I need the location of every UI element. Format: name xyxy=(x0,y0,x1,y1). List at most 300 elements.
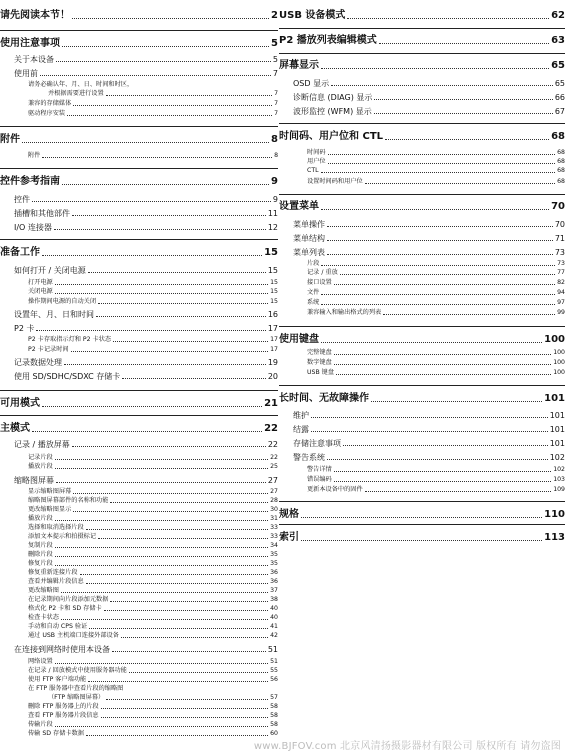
toc-section[interactable] xyxy=(293,438,565,448)
chapter-divider xyxy=(0,415,278,416)
toc-entry-title: 在连接到网络时使用本设备 xyxy=(14,644,110,654)
dot-leader xyxy=(383,314,555,315)
toc-subsection[interactable] xyxy=(28,288,278,296)
toc-page-number: 22 xyxy=(267,439,278,449)
dot-leader xyxy=(86,529,268,530)
dot-leader xyxy=(321,342,542,343)
toc-subsection[interactable] xyxy=(28,506,278,514)
dot-leader xyxy=(321,68,549,69)
toc-subsection[interactable] xyxy=(28,488,278,496)
dot-leader xyxy=(110,502,268,503)
toc-page-number: 17 xyxy=(270,346,278,354)
dot-leader xyxy=(334,471,551,472)
dot-leader xyxy=(56,61,271,62)
toc-section[interactable] xyxy=(14,208,278,218)
toc-subsection[interactable] xyxy=(28,542,278,550)
toc-subsection[interactable] xyxy=(307,359,565,367)
toc-entry-title: 主模式 xyxy=(0,423,30,434)
toc-entry-title: 删除片段 xyxy=(28,551,53,559)
toc-page-number: 56 xyxy=(270,676,278,684)
watermark: www.BJFOV.com 北京风清扬摄影器材有限公司 版权所有 请勿盗图 xyxy=(253,741,561,752)
dot-leader xyxy=(42,406,262,407)
toc-page-number: 77 xyxy=(557,269,565,277)
dot-leader xyxy=(311,417,548,418)
dot-leader xyxy=(36,330,265,331)
toc-page-number: 35 xyxy=(270,551,278,559)
toc-section[interactable] xyxy=(14,323,278,333)
dot-leader xyxy=(62,184,269,185)
toc-entry-title: 完整键盘 xyxy=(307,349,332,357)
toc-entry-title: P2 播放列表编辑模式 xyxy=(279,35,377,46)
toc-chapter[interactable] xyxy=(0,9,278,21)
toc-entry-title: 索引 xyxy=(279,532,299,543)
toc-subsection[interactable] xyxy=(307,279,565,287)
dot-leader xyxy=(96,316,266,317)
toc-page-number: 40 xyxy=(270,614,278,622)
toc-page-number: 20 xyxy=(267,371,278,381)
toc-subsection[interactable] xyxy=(28,100,278,108)
toc-entry-title: 菜单操作 xyxy=(293,219,325,229)
dot-leader xyxy=(80,574,269,575)
toc-section[interactable] xyxy=(293,247,565,257)
toc-page-number: 27 xyxy=(270,488,278,496)
toc-page-number: 99 xyxy=(557,309,565,317)
toc-page-number: 60 xyxy=(270,730,278,738)
dot-leader xyxy=(327,254,553,255)
toc-chapter[interactable] xyxy=(0,37,278,49)
toc-entry-title: 记录数据处理 xyxy=(14,357,62,367)
toc-entry-title: 关闭电源 xyxy=(28,288,53,296)
toc-section[interactable] xyxy=(293,233,565,243)
toc-section[interactable] xyxy=(293,424,565,434)
toc-page-number: 63 xyxy=(551,35,565,46)
dot-leader xyxy=(22,142,269,143)
dot-leader xyxy=(334,354,551,355)
toc-page-number: 73 xyxy=(554,247,565,257)
toc-chapter[interactable] xyxy=(279,392,565,404)
toc-chapter[interactable] xyxy=(0,133,278,145)
dot-leader xyxy=(61,592,268,593)
dot-leader xyxy=(55,284,268,285)
toc-page-number: 17 xyxy=(270,336,278,344)
toc-subsection[interactable] xyxy=(307,476,565,484)
toc-entry-title: 记录 / 重放 xyxy=(307,269,338,277)
dot-leader xyxy=(72,215,266,216)
toc-page-number: 51 xyxy=(270,658,278,666)
toc-entry-title: 设置菜单 xyxy=(279,201,319,212)
dot-leader xyxy=(365,491,552,492)
toc-entry-title: 缩略图屏幕 xyxy=(14,475,54,485)
toc-page-number: 35 xyxy=(270,560,278,568)
toc-chapter[interactable] xyxy=(0,246,278,258)
toc-page-number: 22 xyxy=(264,423,278,434)
dot-leader xyxy=(32,431,262,432)
toc-subsection[interactable] xyxy=(28,685,278,693)
toc-entry-title: 附件 xyxy=(0,134,20,145)
toc-subsection[interactable] xyxy=(307,309,565,317)
toc-section[interactable] xyxy=(293,410,565,420)
dot-leader xyxy=(365,183,555,184)
toc-subsection[interactable] xyxy=(28,614,278,622)
chapter-divider xyxy=(279,501,565,502)
toc-section[interactable] xyxy=(293,78,565,88)
toc-entry-title: 设置年、月、日和时间 xyxy=(14,309,94,319)
toc-entry-title: 关于本设备 xyxy=(14,54,54,64)
dot-leader xyxy=(32,201,271,202)
toc-entry-title: 添加文本提示和拍摄标记 xyxy=(28,533,97,541)
toc-page-number: 9 xyxy=(272,194,278,204)
toc-section[interactable] xyxy=(14,439,278,449)
toc-page-number: 28 xyxy=(270,497,278,505)
toc-chapter[interactable] xyxy=(279,34,565,46)
toc-page-number: 8 xyxy=(271,134,278,145)
toc-page-number: 15 xyxy=(270,279,278,287)
toc-subsection[interactable] xyxy=(28,110,278,118)
dot-leader xyxy=(385,139,549,140)
dot-leader xyxy=(104,610,268,611)
dot-leader xyxy=(98,538,268,539)
toc-page-number: 97 xyxy=(557,299,565,307)
toc-page-number: 7 xyxy=(274,100,278,108)
toc-page-number: 110 xyxy=(544,509,565,520)
toc-entry-title: 使用 FTP 客户端功能 xyxy=(28,676,87,684)
dot-leader xyxy=(55,726,268,727)
dot-leader xyxy=(321,265,555,266)
dot-leader xyxy=(106,699,268,700)
toc-entry-title: 记录片段 xyxy=(28,454,53,462)
toc-entry-title: 维护 xyxy=(293,410,309,420)
dot-leader xyxy=(129,672,268,673)
dot-leader xyxy=(336,374,551,375)
toc-entry-title: 检查卡状态 xyxy=(28,614,59,622)
toc-entry-title: 时间码、用户位和 CTL xyxy=(279,131,384,142)
toc-page-number: 68 xyxy=(557,149,565,157)
chapter-divider xyxy=(0,168,278,169)
toc-subsection[interactable] xyxy=(28,454,278,462)
toc-page-number: 100 xyxy=(553,369,565,377)
dot-leader xyxy=(321,294,555,295)
dot-leader xyxy=(106,95,272,96)
dot-leader xyxy=(55,520,268,521)
chapter-divider xyxy=(279,326,565,327)
dot-leader xyxy=(328,154,556,155)
dot-leader xyxy=(56,482,266,483)
toc-subsection[interactable] xyxy=(28,560,278,568)
toc-page-number: 42 xyxy=(270,632,278,640)
toc-subsection[interactable] xyxy=(28,730,278,738)
chapter-divider xyxy=(279,194,565,195)
toc-entry-title: 长时间、无故障操作 xyxy=(279,393,369,404)
dot-leader xyxy=(73,511,268,512)
dot-leader xyxy=(110,601,268,602)
toc-subsection[interactable] xyxy=(28,497,278,505)
toc-entry-title: 请先阅读本节！ xyxy=(0,10,70,21)
toc-section[interactable] xyxy=(14,357,278,367)
toc-page-number: 102 xyxy=(549,452,565,462)
toc-page-number: 82 xyxy=(557,279,565,287)
toc-subsection[interactable] xyxy=(28,152,278,160)
toc-entry-title: 修复重新连接片段 xyxy=(28,569,78,577)
toc-entry-title: 时间码 xyxy=(307,149,326,157)
toc-page-number: 58 xyxy=(270,703,278,711)
toc-page-number: 8 xyxy=(274,152,278,160)
toc-entry-title: 缩略图屏幕部件的名称和功能 xyxy=(28,497,109,505)
toc-section[interactable] xyxy=(293,106,565,116)
toc-subsection[interactable] xyxy=(28,605,278,613)
dot-leader xyxy=(86,583,268,584)
toc-page-number: 15 xyxy=(270,288,278,296)
toc-page-number: 21 xyxy=(264,398,278,409)
toc-entry-title: 警告系统 xyxy=(293,452,325,462)
toc-subsection[interactable] xyxy=(307,167,565,175)
toc-page-number: 70 xyxy=(551,201,565,212)
toc-entry-title: P2 卡存取指示灯和 P2 卡状态 xyxy=(28,336,112,344)
toc-section[interactable] xyxy=(14,309,278,319)
toc-entry-title: 设置时间码和用户位 xyxy=(307,178,363,186)
toc-page-number: 101 xyxy=(549,424,565,434)
toc-section[interactable] xyxy=(14,265,278,275)
toc-entry-title: 系统 xyxy=(307,299,320,307)
toc-entry-title: 可用模式 xyxy=(0,398,40,409)
toc-subsection[interactable] xyxy=(48,90,278,98)
dot-leader xyxy=(374,99,552,100)
toc-page-number: 34 xyxy=(270,542,278,550)
dot-leader xyxy=(321,172,556,173)
toc-subsection[interactable] xyxy=(28,569,278,577)
toc-chapter[interactable] xyxy=(279,531,565,543)
dot-leader xyxy=(55,293,268,294)
toc-section[interactable] xyxy=(14,54,278,64)
toc-entry-title: 插槽和其他部件 xyxy=(14,208,70,218)
toc-entry-title: OSD 显示 xyxy=(293,78,330,88)
toc-subsection[interactable] xyxy=(28,81,278,89)
toc-chapter[interactable] xyxy=(279,130,565,142)
toc-entry-title: 兼容输入和输出格式的列表 xyxy=(307,309,382,317)
toc-page-number: 25 xyxy=(270,463,278,471)
toc-section[interactable] xyxy=(293,452,565,462)
toc-page-number: 33 xyxy=(270,533,278,541)
toc-subsection[interactable] xyxy=(307,486,565,494)
toc-page-number: 31 xyxy=(270,515,278,523)
dot-leader xyxy=(55,547,268,548)
dot-leader xyxy=(379,43,549,44)
toc-subsection[interactable] xyxy=(28,336,278,344)
toc-page-number: 94 xyxy=(557,289,565,297)
dot-leader xyxy=(343,445,548,446)
toc-subsection[interactable] xyxy=(307,178,565,186)
toc-subsection[interactable] xyxy=(28,676,278,684)
dot-leader xyxy=(334,364,551,365)
toc-page-number: 30 xyxy=(270,506,278,514)
toc-page-number: 58 xyxy=(270,712,278,720)
toc-entry-title: 在记录期间向片段添加元数据 xyxy=(28,596,109,604)
toc-entry-title: 选择和取消选择片段 xyxy=(28,524,84,532)
toc-page-number: 40 xyxy=(270,605,278,613)
toc-entry-title: 驱动程序安装 xyxy=(28,110,66,118)
toc-entry-title: 警告详情 xyxy=(307,466,332,474)
toc-page-number: 5 xyxy=(271,38,278,49)
toc-subsection[interactable] xyxy=(28,623,278,631)
toc-subsection[interactable] xyxy=(307,158,565,166)
toc-entry-title: 片段 xyxy=(307,260,320,268)
toc-subsection[interactable] xyxy=(28,279,278,287)
toc-subsection[interactable] xyxy=(48,694,278,702)
toc-entry-title: 更改缩略图显示 xyxy=(28,506,72,514)
toc-page-number: 2 xyxy=(271,10,278,21)
toc-chapter[interactable] xyxy=(279,200,565,212)
toc-entry-title: P2 卡记录时间 xyxy=(28,346,69,354)
toc-section[interactable] xyxy=(14,475,278,485)
toc-entry-title: USB 键盘 xyxy=(307,369,335,377)
toc-entry-title: 打开电源 xyxy=(28,279,53,287)
toc-subsection[interactable] xyxy=(28,703,278,711)
toc-entry-title: 传输片段 xyxy=(28,721,53,729)
toc-section[interactable] xyxy=(14,371,278,381)
dot-leader xyxy=(71,351,269,352)
dot-leader xyxy=(331,85,553,86)
dot-leader xyxy=(55,556,268,557)
toc-entry-title: 存储注意事项 xyxy=(293,438,341,448)
toc-entry-title: 查看 FTP 服务器片段信息 xyxy=(28,712,99,720)
dot-leader xyxy=(64,364,266,365)
toc-entry-title: 更新本设备中的固件 xyxy=(307,486,363,494)
toc-entry-title: （FTP 缩略图屏幕） xyxy=(48,694,105,702)
toc-entry-title: 传输 SD 存储卡数据 xyxy=(28,730,84,738)
toc-subsection[interactable] xyxy=(28,658,278,666)
dot-leader xyxy=(67,115,272,116)
toc-chapter[interactable] xyxy=(0,175,278,187)
toc-section[interactable] xyxy=(14,222,278,232)
dot-leader xyxy=(321,304,555,305)
toc-entry-title: 播放片段 xyxy=(28,463,53,471)
toc-chapter[interactable] xyxy=(279,59,565,71)
dot-leader xyxy=(40,75,271,76)
dot-leader xyxy=(55,663,268,664)
dot-leader xyxy=(55,459,268,460)
dot-leader xyxy=(328,163,556,164)
dot-leader xyxy=(72,446,266,447)
toc-entry-title: 使用前 xyxy=(14,68,38,78)
toc-entry-title: 更改缩略图 xyxy=(28,587,59,595)
toc-subsection[interactable] xyxy=(307,349,565,357)
toc-page-number: 67 xyxy=(554,106,565,116)
dot-leader xyxy=(334,481,551,482)
toc-subsection[interactable] xyxy=(28,712,278,720)
toc-page-number: 27 xyxy=(267,475,278,485)
toc-chapter[interactable] xyxy=(279,9,565,21)
toc-subsection[interactable] xyxy=(28,667,278,675)
toc-page-number: 100 xyxy=(544,334,565,345)
toc-section[interactable] xyxy=(14,68,278,78)
toc-subsection[interactable] xyxy=(307,299,565,307)
toc-page-number: 113 xyxy=(544,532,565,543)
toc-chapter[interactable] xyxy=(0,397,278,409)
toc-subsection[interactable] xyxy=(28,632,278,640)
toc-page-number: 11 xyxy=(267,208,278,218)
toc-page-number: 9 xyxy=(271,176,278,187)
chapter-divider xyxy=(0,390,278,391)
chapter-divider xyxy=(0,126,278,127)
toc-page-number: 37 xyxy=(270,587,278,595)
dot-leader xyxy=(327,240,553,241)
dot-leader xyxy=(327,459,548,460)
toc-page-number: 68 xyxy=(557,178,565,186)
toc-section[interactable] xyxy=(293,219,565,229)
dot-leader xyxy=(72,18,269,19)
toc-subsection[interactable] xyxy=(28,533,278,541)
toc-page-number: 62 xyxy=(551,10,565,21)
dot-leader xyxy=(42,255,262,256)
toc-subsection[interactable] xyxy=(28,578,278,586)
toc-page-number: 101 xyxy=(544,393,565,404)
toc-page-number: 71 xyxy=(554,233,565,243)
toc-entry-title: 附件 xyxy=(28,152,41,160)
toc-page-number: 68 xyxy=(557,167,565,175)
toc-page-number: 51 xyxy=(267,644,278,654)
toc-entry-title: 并根据需要进行设置 xyxy=(48,90,104,98)
dot-leader xyxy=(101,717,269,718)
dot-leader xyxy=(121,637,268,638)
toc-subsection[interactable] xyxy=(28,463,278,471)
dot-leader xyxy=(89,628,268,629)
toc-subsection[interactable] xyxy=(307,260,565,268)
toc-subsection[interactable] xyxy=(307,289,565,297)
toc-subsection[interactable] xyxy=(307,269,565,277)
toc-entry-title: 数字键盘 xyxy=(307,359,332,367)
toc-subsection[interactable] xyxy=(28,721,278,729)
toc-subsection[interactable] xyxy=(28,515,278,523)
toc-entry-title: CTL xyxy=(307,167,319,175)
toc-chapter[interactable] xyxy=(279,508,565,520)
toc-entry-title: 在记录 / 回放模式中使用服务器功能 xyxy=(28,667,127,675)
toc-entry-title: I/O 连接器 xyxy=(14,222,52,232)
toc-subsection[interactable] xyxy=(28,298,278,306)
dot-leader xyxy=(88,272,266,273)
dot-leader xyxy=(73,493,268,494)
toc-entry-title: 查看并编辑片段信息 xyxy=(28,578,84,586)
toc-page-number: 7 xyxy=(274,110,278,118)
toc-page-number: 33 xyxy=(270,524,278,532)
toc-subsection[interactable] xyxy=(28,524,278,532)
toc-entry-title: P2 卡 xyxy=(14,323,35,333)
toc-page-number: 57 xyxy=(270,694,278,702)
toc-section[interactable] xyxy=(14,194,278,204)
toc-subsection[interactable] xyxy=(307,149,565,157)
dot-leader xyxy=(301,540,542,541)
chapter-divider xyxy=(279,28,565,29)
toc-entry-title: 手动和自动 CPS 验证 xyxy=(28,623,88,631)
toc-chapter[interactable] xyxy=(279,333,565,345)
toc-subsection[interactable] xyxy=(28,551,278,559)
dot-leader xyxy=(340,274,555,275)
toc-subsection[interactable] xyxy=(307,369,565,377)
toc-subsection[interactable] xyxy=(307,466,565,474)
toc-subsection[interactable] xyxy=(28,346,278,354)
toc-entry-title: 修复片段 xyxy=(28,560,53,568)
toc-entry-title: 波形监控 (WFM) 显示 xyxy=(293,106,372,116)
toc-section[interactable] xyxy=(14,644,278,654)
toc-chapter[interactable] xyxy=(0,422,278,434)
chapter-divider xyxy=(279,123,565,124)
toc-page-number: 38 xyxy=(270,596,278,604)
toc-page-number: 103 xyxy=(553,476,565,484)
dot-leader xyxy=(73,105,272,106)
toc-section[interactable] xyxy=(293,92,565,102)
dot-leader xyxy=(42,157,272,158)
toc-subsection[interactable] xyxy=(28,596,278,604)
toc-subsection[interactable] xyxy=(28,587,278,595)
dot-leader xyxy=(327,226,553,227)
